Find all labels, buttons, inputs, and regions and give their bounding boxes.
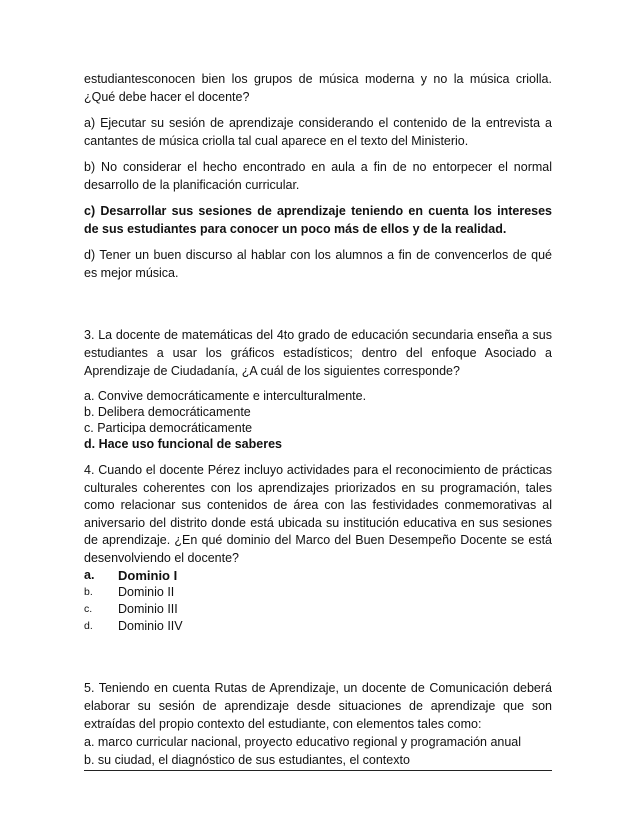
q5-option-b: b. su ciudad, el diagnóstico de sus estudiantes, el contexto xyxy=(84,753,410,767)
option-letter: c. xyxy=(84,603,93,615)
q5-option-a: a. marco curricular nacional, proyecto educativo regional y programación anual xyxy=(84,735,522,749)
q4-option-a-answer xyxy=(84,567,552,584)
footer-rule xyxy=(84,770,552,771)
q4-option-d xyxy=(84,618,552,635)
option-text: Dominio IIV xyxy=(118,619,183,633)
q5-stem: 5. Teniendo en cuenta Rutas de Aprendizaje, un docente de Comunicación deberá elaborar su sesión de aprendizaje desde situaciones de aprendizaje que son extraídas del propio contexto del estudiante, con elementos tales como: xyxy=(84,681,552,731)
q3-option-c: c. Participa democráticamente xyxy=(84,421,253,435)
q3-option-b: b. Delibera democráticamente xyxy=(84,405,251,419)
q4-option-c xyxy=(84,601,552,618)
q3-option-a: a. Convive democráticamente e interculturalmente. xyxy=(84,389,367,403)
q2-option-d: d) Tener un buen discurso al hablar con los alumnos a fin de convencerlos de qué es mejor música. xyxy=(84,248,552,280)
q2-option-a: a) Ejecutar su sesión de aprendizaje considerando el contenido de la entrevista a cantantes de música criolla tal cual aparece en el texto del Ministerio. xyxy=(84,116,552,148)
option-text: Dominio II xyxy=(118,585,175,599)
option-text: Dominio I xyxy=(118,568,178,583)
q3-options xyxy=(84,388,552,452)
q3-option-d-answer: d. Hace uso funcional de saberes xyxy=(84,437,282,451)
q4-stem: 4. Cuando el docente Pérez incluyo actividades para el reconocimiento de prácticas culturales coherentes con los aprendizajes priorizados en su programación, tales como relacionar sus contenidos de área con las festividades conmemorativas al aniversario del distrito donde está ubicada su institución educativa en sus sesiones de aprendizaje. ¿En qué dominio del Marco del Buen Desempeño Docente se está desenvolviendo el docente? xyxy=(84,463,552,565)
q3-stem: 3. La docente de matemáticas del 4to grado de educación secundaria enseña a sus estudiantes a usar los gráficos estadísticos; dentro del enfoque Asociado a Aprendizaje de Ciudadanía, ¿A cuál de los siguientes corresponde? xyxy=(84,328,552,378)
q2-option-c-answer: c) Desarrollar sus sesiones de aprendizaje teniendo en cuenta los intereses de sus estudiantes para conocer un poco más de ellos y de la realidad. xyxy=(84,204,552,236)
option-letter: a. xyxy=(84,568,95,582)
option-letter: b. xyxy=(84,586,93,598)
option-letter: d. xyxy=(84,620,93,632)
q4-options xyxy=(84,567,552,635)
q2-stem: estudiantesconocen bien los grupos de música moderna y no la música criolla. ¿Qué debe hacer el docente? xyxy=(84,72,552,104)
page-content xyxy=(84,70,552,769)
q4-option-b xyxy=(84,584,552,601)
q2-option-b: b) No considerar el hecho encontrado en aula a fin de no entorpecer el normal desarrollo de la planificación curricular. xyxy=(84,160,552,192)
option-text: Dominio III xyxy=(118,602,178,616)
